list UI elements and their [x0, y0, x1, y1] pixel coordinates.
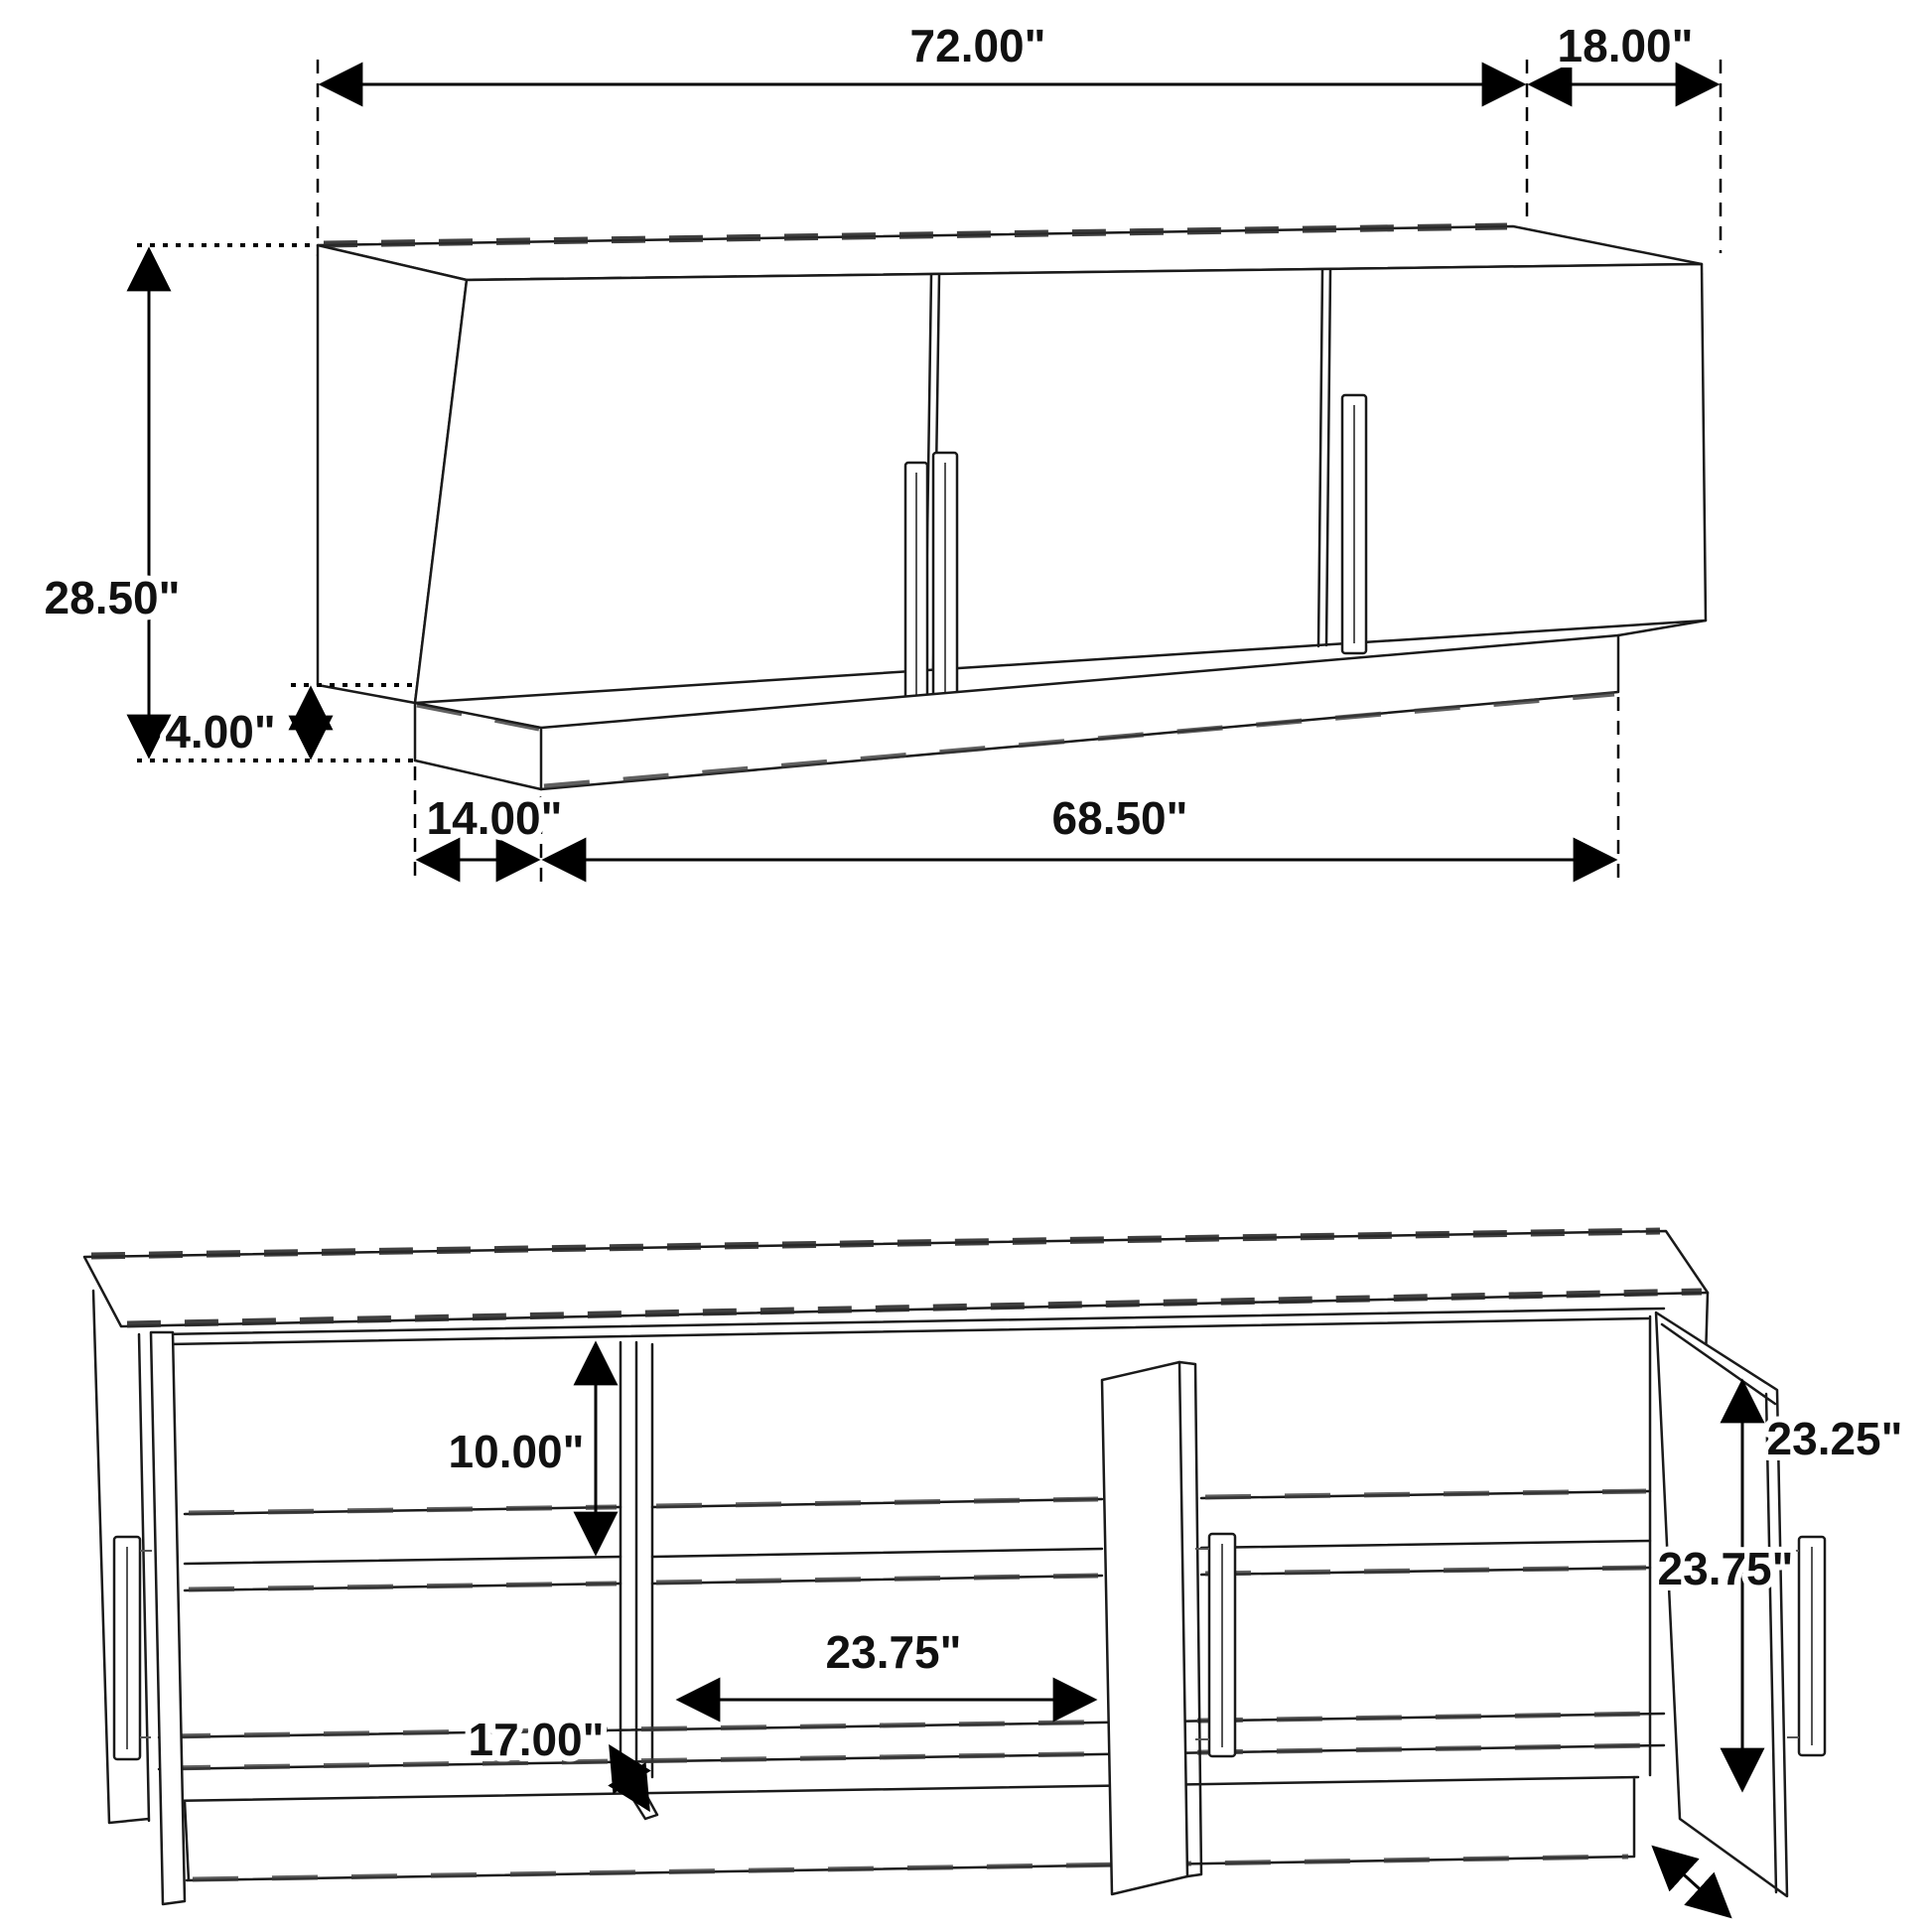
dim-label-base-inset: 14.00" — [426, 792, 563, 844]
door-handle-middle — [933, 453, 957, 711]
shelf-middle-compartment — [652, 1499, 1102, 1584]
open-plinth — [167, 1777, 1638, 1880]
dim-label-door-width: 23.75" — [1657, 1543, 1794, 1594]
dim-label-door-height: 23.25" — [1766, 1413, 1903, 1464]
dim-label-interior-depth: 17.00" — [468, 1714, 605, 1765]
door-handle-left — [905, 463, 927, 713]
dim-label-top-shelf-space: 10.00" — [448, 1426, 585, 1477]
shelf-left-compartment — [185, 1507, 621, 1590]
dim-label-base-height: 4.00" — [165, 706, 276, 758]
bottom-panel — [159, 1714, 1664, 1769]
dim-label-middle-opening: 23.75" — [825, 1626, 962, 1678]
shelf-right-compartment — [1201, 1491, 1650, 1575]
dim-label-depth: 18.00" — [1557, 20, 1694, 71]
closed-view-drawing — [45, 20, 1721, 884]
middle-door-open — [1102, 1362, 1187, 1894]
cabinet-front-face — [415, 264, 1706, 703]
dim-line-door-width — [1654, 1848, 1729, 1916]
left-door-open — [151, 1332, 185, 1904]
dim-label-width: 72.00" — [909, 20, 1046, 71]
plinth-left-side — [415, 703, 541, 789]
open-view-drawing — [84, 1231, 1902, 1916]
dim-label-height: 28.50" — [44, 572, 181, 623]
dim-label-base-width: 68.50" — [1051, 792, 1188, 844]
plinth-left-top-hatch — [417, 705, 539, 729]
dim-line-interior-depth — [611, 1747, 648, 1809]
bottom-panel-hatch — [165, 1714, 1658, 1768]
door-handle-right — [1342, 395, 1366, 653]
